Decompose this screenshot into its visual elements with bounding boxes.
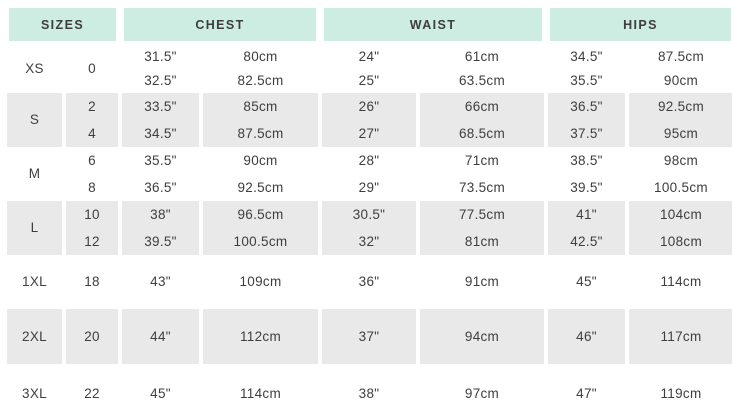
cell-m-hips-cm	[629, 147, 732, 201]
cell-value: 77.5cm	[458, 206, 506, 222]
cell-value: 42.5"	[570, 233, 603, 249]
cell-value: 38"	[150, 206, 171, 222]
cell-value: 81cm	[464, 233, 500, 249]
cell-m-waist-in	[322, 147, 416, 201]
cell-l-hips-cm	[629, 201, 732, 255]
cell-value: 92.5cm	[657, 98, 705, 114]
cell-value: 104cm	[659, 206, 703, 222]
cell-s-chest-cm	[203, 93, 318, 147]
cell-2xl-waist-in	[322, 309, 416, 364]
cell-value: 34.5"	[144, 125, 177, 141]
cell-1xl-hips-in	[548, 255, 625, 309]
cell-2xl-hips-in	[548, 309, 625, 364]
cell-value: 66cm	[464, 98, 500, 114]
header-group-sizes: SIZES	[9, 8, 116, 41]
cell-s-waist-cm	[420, 93, 544, 147]
cell-value: 61cm	[464, 48, 500, 64]
cell-value: 33.5"	[144, 98, 177, 114]
cell-xs-waist-in	[322, 44, 416, 93]
cell-value: 25"	[358, 73, 380, 88]
cell-value: 18	[84, 274, 100, 290]
cell-value: 24"	[358, 48, 380, 64]
cell-value: 32"	[358, 233, 380, 249]
cell-l-chest-cm	[203, 201, 318, 255]
header-group-chest: CHEST	[124, 8, 316, 41]
cell-xs-hips-in	[548, 44, 625, 93]
cell-l-waist-cm	[420, 201, 544, 255]
cell-value: 45"	[576, 274, 597, 290]
cell-xs-hips-cm	[629, 44, 732, 93]
cell-s-hips-in	[548, 93, 625, 147]
cell-value: 85cm	[243, 98, 278, 114]
cell-m-chest-in	[122, 147, 199, 201]
cell-value: 0	[88, 60, 96, 76]
cell-s-size-label	[7, 93, 62, 147]
cell-value: 119cm	[660, 386, 702, 402]
cell-xs-size-numbers	[66, 44, 118, 93]
header-group-hips: HIPS	[550, 8, 731, 41]
cell-value: 12	[84, 233, 100, 249]
cell-value: 63.5cm	[458, 73, 506, 88]
cell-m-size-label	[7, 147, 62, 201]
cell-value: 38"	[358, 386, 380, 402]
cell-value: 100.5cm	[233, 233, 288, 249]
cell-value: 68.5cm	[458, 125, 506, 141]
cell-value: 100.5cm	[654, 179, 708, 195]
cell-value: 20	[84, 328, 100, 344]
cell-3xl-chest-cm	[203, 364, 318, 412]
cell-value: 37.5"	[570, 125, 603, 141]
cell-2xl-size-numbers	[66, 309, 118, 364]
cell-s-waist-in	[322, 93, 416, 147]
cell-value: 44"	[150, 328, 171, 344]
cell-value: 2	[88, 98, 96, 114]
cell-value: 114cm	[660, 274, 702, 290]
cell-3xl-chest-in	[122, 364, 199, 412]
cell-3xl-size-label	[7, 364, 62, 412]
cell-value: 95cm	[663, 125, 699, 141]
cell-value: XS	[25, 60, 44, 76]
cell-l-size-numbers	[66, 201, 118, 255]
cell-value: 108cm	[659, 233, 703, 249]
cell-value: 87.5cm	[657, 48, 705, 64]
cell-1xl-hips-cm	[629, 255, 732, 309]
cell-xs-size-label	[7, 44, 62, 93]
cell-value: 117cm	[660, 328, 702, 344]
cell-value: 1XL	[22, 274, 47, 290]
cell-3xl-hips-cm	[629, 364, 732, 412]
cell-value: 46"	[576, 328, 597, 344]
cell-value: 80cm	[243, 48, 278, 64]
cell-xs-chest-cm	[203, 44, 318, 93]
cell-value: 35.5"	[144, 152, 177, 168]
cell-value: 3XL	[22, 386, 47, 402]
cell-m-hips-in	[548, 147, 625, 201]
cell-l-hips-in	[548, 201, 625, 255]
cell-value: 39.5"	[570, 179, 603, 195]
cell-value: 96.5cm	[237, 206, 284, 222]
cell-m-waist-cm	[420, 147, 544, 201]
cell-value: 36.5"	[570, 98, 603, 114]
cell-xs-chest-in	[122, 44, 199, 93]
cell-value: 10	[84, 206, 100, 222]
cell-value: 38.5"	[570, 152, 603, 168]
cell-value: 27"	[358, 125, 380, 141]
cell-3xl-waist-cm	[420, 364, 544, 412]
cell-value: 45"	[150, 386, 171, 402]
cell-s-size-numbers	[66, 93, 118, 147]
cell-value: 36"	[358, 274, 380, 290]
cell-value: 43"	[150, 274, 171, 290]
cell-1xl-waist-cm	[420, 255, 544, 309]
cell-s-chest-in	[122, 93, 199, 147]
cell-value: 32.5"	[144, 73, 177, 88]
cell-value: 36.5"	[144, 179, 177, 195]
cell-value: 92.5cm	[237, 179, 284, 195]
cell-1xl-size-label	[7, 255, 62, 309]
cell-value: 31.5"	[144, 48, 177, 64]
cell-value: L	[30, 220, 39, 236]
cell-value: 6	[88, 152, 96, 168]
cell-value: 82.5cm	[237, 73, 284, 88]
cell-value: 91cm	[464, 274, 500, 290]
cell-value: 47"	[576, 386, 597, 402]
cell-value: 22	[84, 386, 100, 402]
cell-3xl-hips-in	[548, 364, 625, 412]
cell-m-chest-cm	[203, 147, 318, 201]
cell-1xl-chest-in	[122, 255, 199, 309]
cell-value: 28"	[358, 152, 380, 168]
cell-value: 29"	[358, 179, 380, 195]
cell-value: 8	[88, 179, 96, 195]
cell-3xl-waist-in	[322, 364, 416, 412]
cell-value: 97cm	[464, 386, 500, 402]
cell-value: 87.5cm	[237, 125, 284, 141]
cell-3xl-size-numbers	[66, 364, 118, 412]
cell-m-size-numbers	[66, 147, 118, 201]
cell-value: 112cm	[239, 328, 282, 344]
cell-value: S	[29, 112, 40, 128]
cell-value: 35.5"	[570, 73, 603, 88]
cell-value: 26"	[358, 98, 380, 114]
cell-value: 41"	[576, 206, 597, 222]
cell-value: 109cm	[239, 274, 282, 290]
cell-2xl-chest-cm	[203, 309, 318, 364]
cell-s-hips-cm	[629, 93, 732, 147]
cell-value: 114cm	[239, 386, 282, 402]
cell-l-waist-in	[322, 201, 416, 255]
cell-value: 73.5cm	[458, 179, 506, 195]
cell-value: 30.5"	[352, 206, 386, 222]
cell-1xl-size-numbers	[66, 255, 118, 309]
cell-2xl-hips-cm	[629, 309, 732, 364]
cell-value: 39.5"	[144, 233, 177, 249]
cell-value: 34.5"	[570, 48, 603, 64]
header-group-waist: WAIST	[324, 8, 542, 41]
cell-value: 90cm	[663, 73, 699, 88]
cell-2xl-chest-in	[122, 309, 199, 364]
cell-value: 94cm	[464, 328, 500, 344]
cell-value: 4	[88, 125, 96, 141]
cell-value: 2XL	[22, 328, 47, 344]
cell-1xl-waist-in	[322, 255, 416, 309]
cell-2xl-size-label	[7, 309, 62, 364]
cell-l-size-label	[7, 201, 62, 255]
cell-value: 71cm	[464, 152, 500, 168]
cell-l-chest-in	[122, 201, 199, 255]
cell-value: 98cm	[663, 152, 699, 168]
cell-value: 90cm	[243, 152, 278, 168]
cell-xs-waist-cm	[420, 44, 544, 93]
cell-value: 37"	[358, 328, 380, 344]
cell-1xl-chest-cm	[203, 255, 318, 309]
cell-value: M	[28, 166, 41, 182]
cell-2xl-waist-cm	[420, 309, 544, 364]
